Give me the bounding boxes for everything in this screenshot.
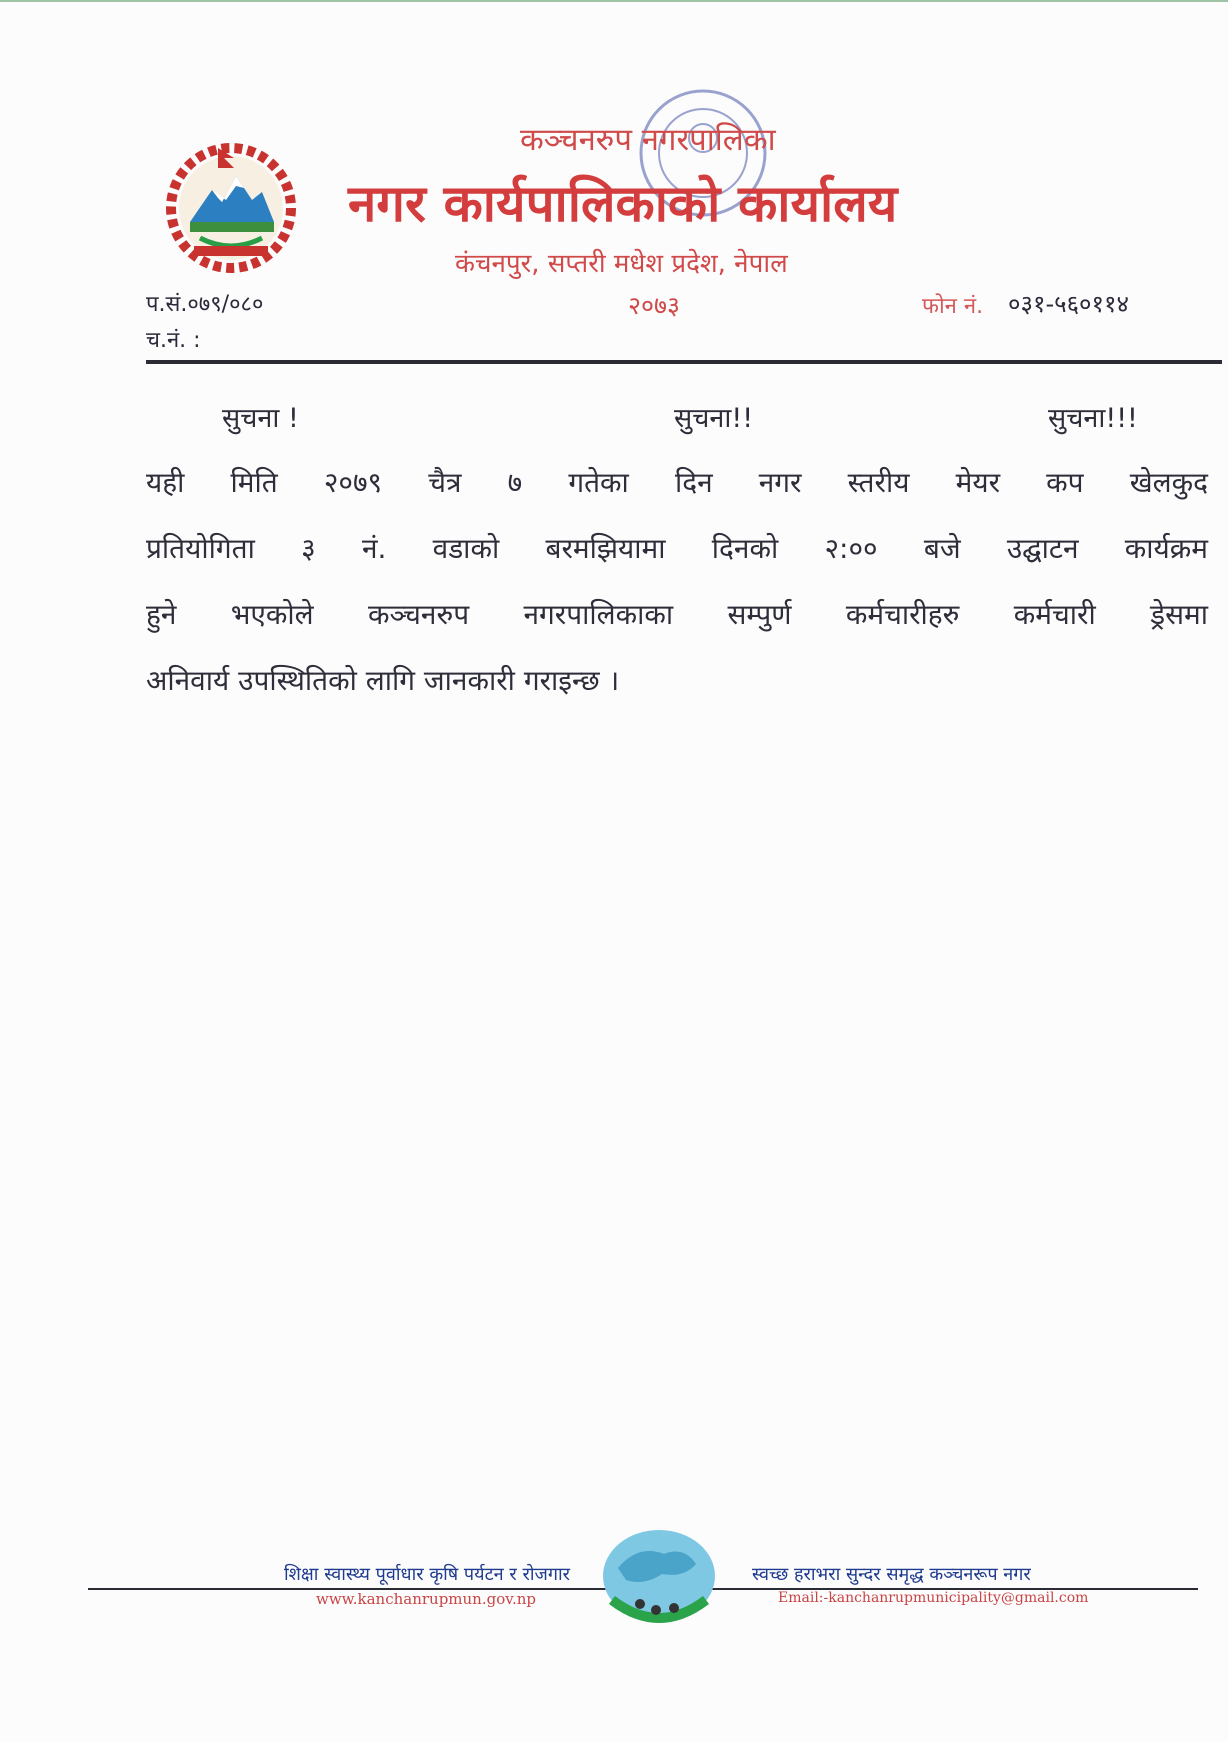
- child-friendly-logo-icon: [588, 1524, 730, 1644]
- footer-website: www.kanchanrupmun.gov.np: [316, 1590, 536, 1608]
- reference-number: प.सं.०७९/०८०: [146, 292, 264, 317]
- dispatch-number: च.नं. :: [146, 328, 201, 353]
- office-address: कंचनपुर, सप्तरी मधेश प्रदेश, नेपाल: [455, 249, 788, 279]
- notice-body-line: अनिवार्य उपस्थितिको लागि जानकारी गराइन्छ ।: [146, 664, 620, 697]
- footer-slogan-right: स्वच्छ हराभरा सुन्दर समृद्ध कञ्चनरूप नगर: [752, 1564, 1031, 1585]
- header-divider: [146, 360, 1222, 364]
- office-title: नगर कार्यपालिकाको कार्यालय: [348, 175, 898, 234]
- notice-body-line: हुने भएकोले कञ्चनरुप नगरपालिकाका सम्पुर्ण कर्मचारीहरु कर्मचारी ड्रेसमा: [146, 598, 1208, 631]
- municipality-name: कञ्चनरुप नगरपालिका: [520, 122, 776, 158]
- notice-heading-2: सुचना!!: [674, 403, 754, 434]
- nepal-emblem-icon: [160, 142, 302, 274]
- notice-heading-1: सुचना !: [222, 403, 299, 434]
- phone-number: ०३१-५६०११४: [1008, 290, 1129, 318]
- scan-top-edge: [0, 0, 1228, 2]
- notice-heading-3: सुचना!!!: [1048, 403, 1138, 434]
- phone-label: फोन नं.: [922, 294, 984, 319]
- notice-body-line: यही मिति २०७९ चैत्र ७ गतेका दिन नगर स्तरीय मेयर कप खेलकुद: [146, 466, 1208, 499]
- established-year: २०७३: [628, 291, 681, 320]
- footer-email: Email:-kanchanrupmunicipality@gmail.com: [778, 1590, 1089, 1606]
- notice-body: [146, 450, 1208, 714]
- footer-slogan-left: शिक्षा स्वास्थ्य पूर्वाधार कृषि पर्यटन र रोजगार: [284, 1564, 571, 1585]
- notice-body-line: प्रतियोगिता ३ नं. वडाको बरमझियामा दिनको २:०० बजे उद्घाटन कार्यक्रम: [146, 532, 1208, 565]
